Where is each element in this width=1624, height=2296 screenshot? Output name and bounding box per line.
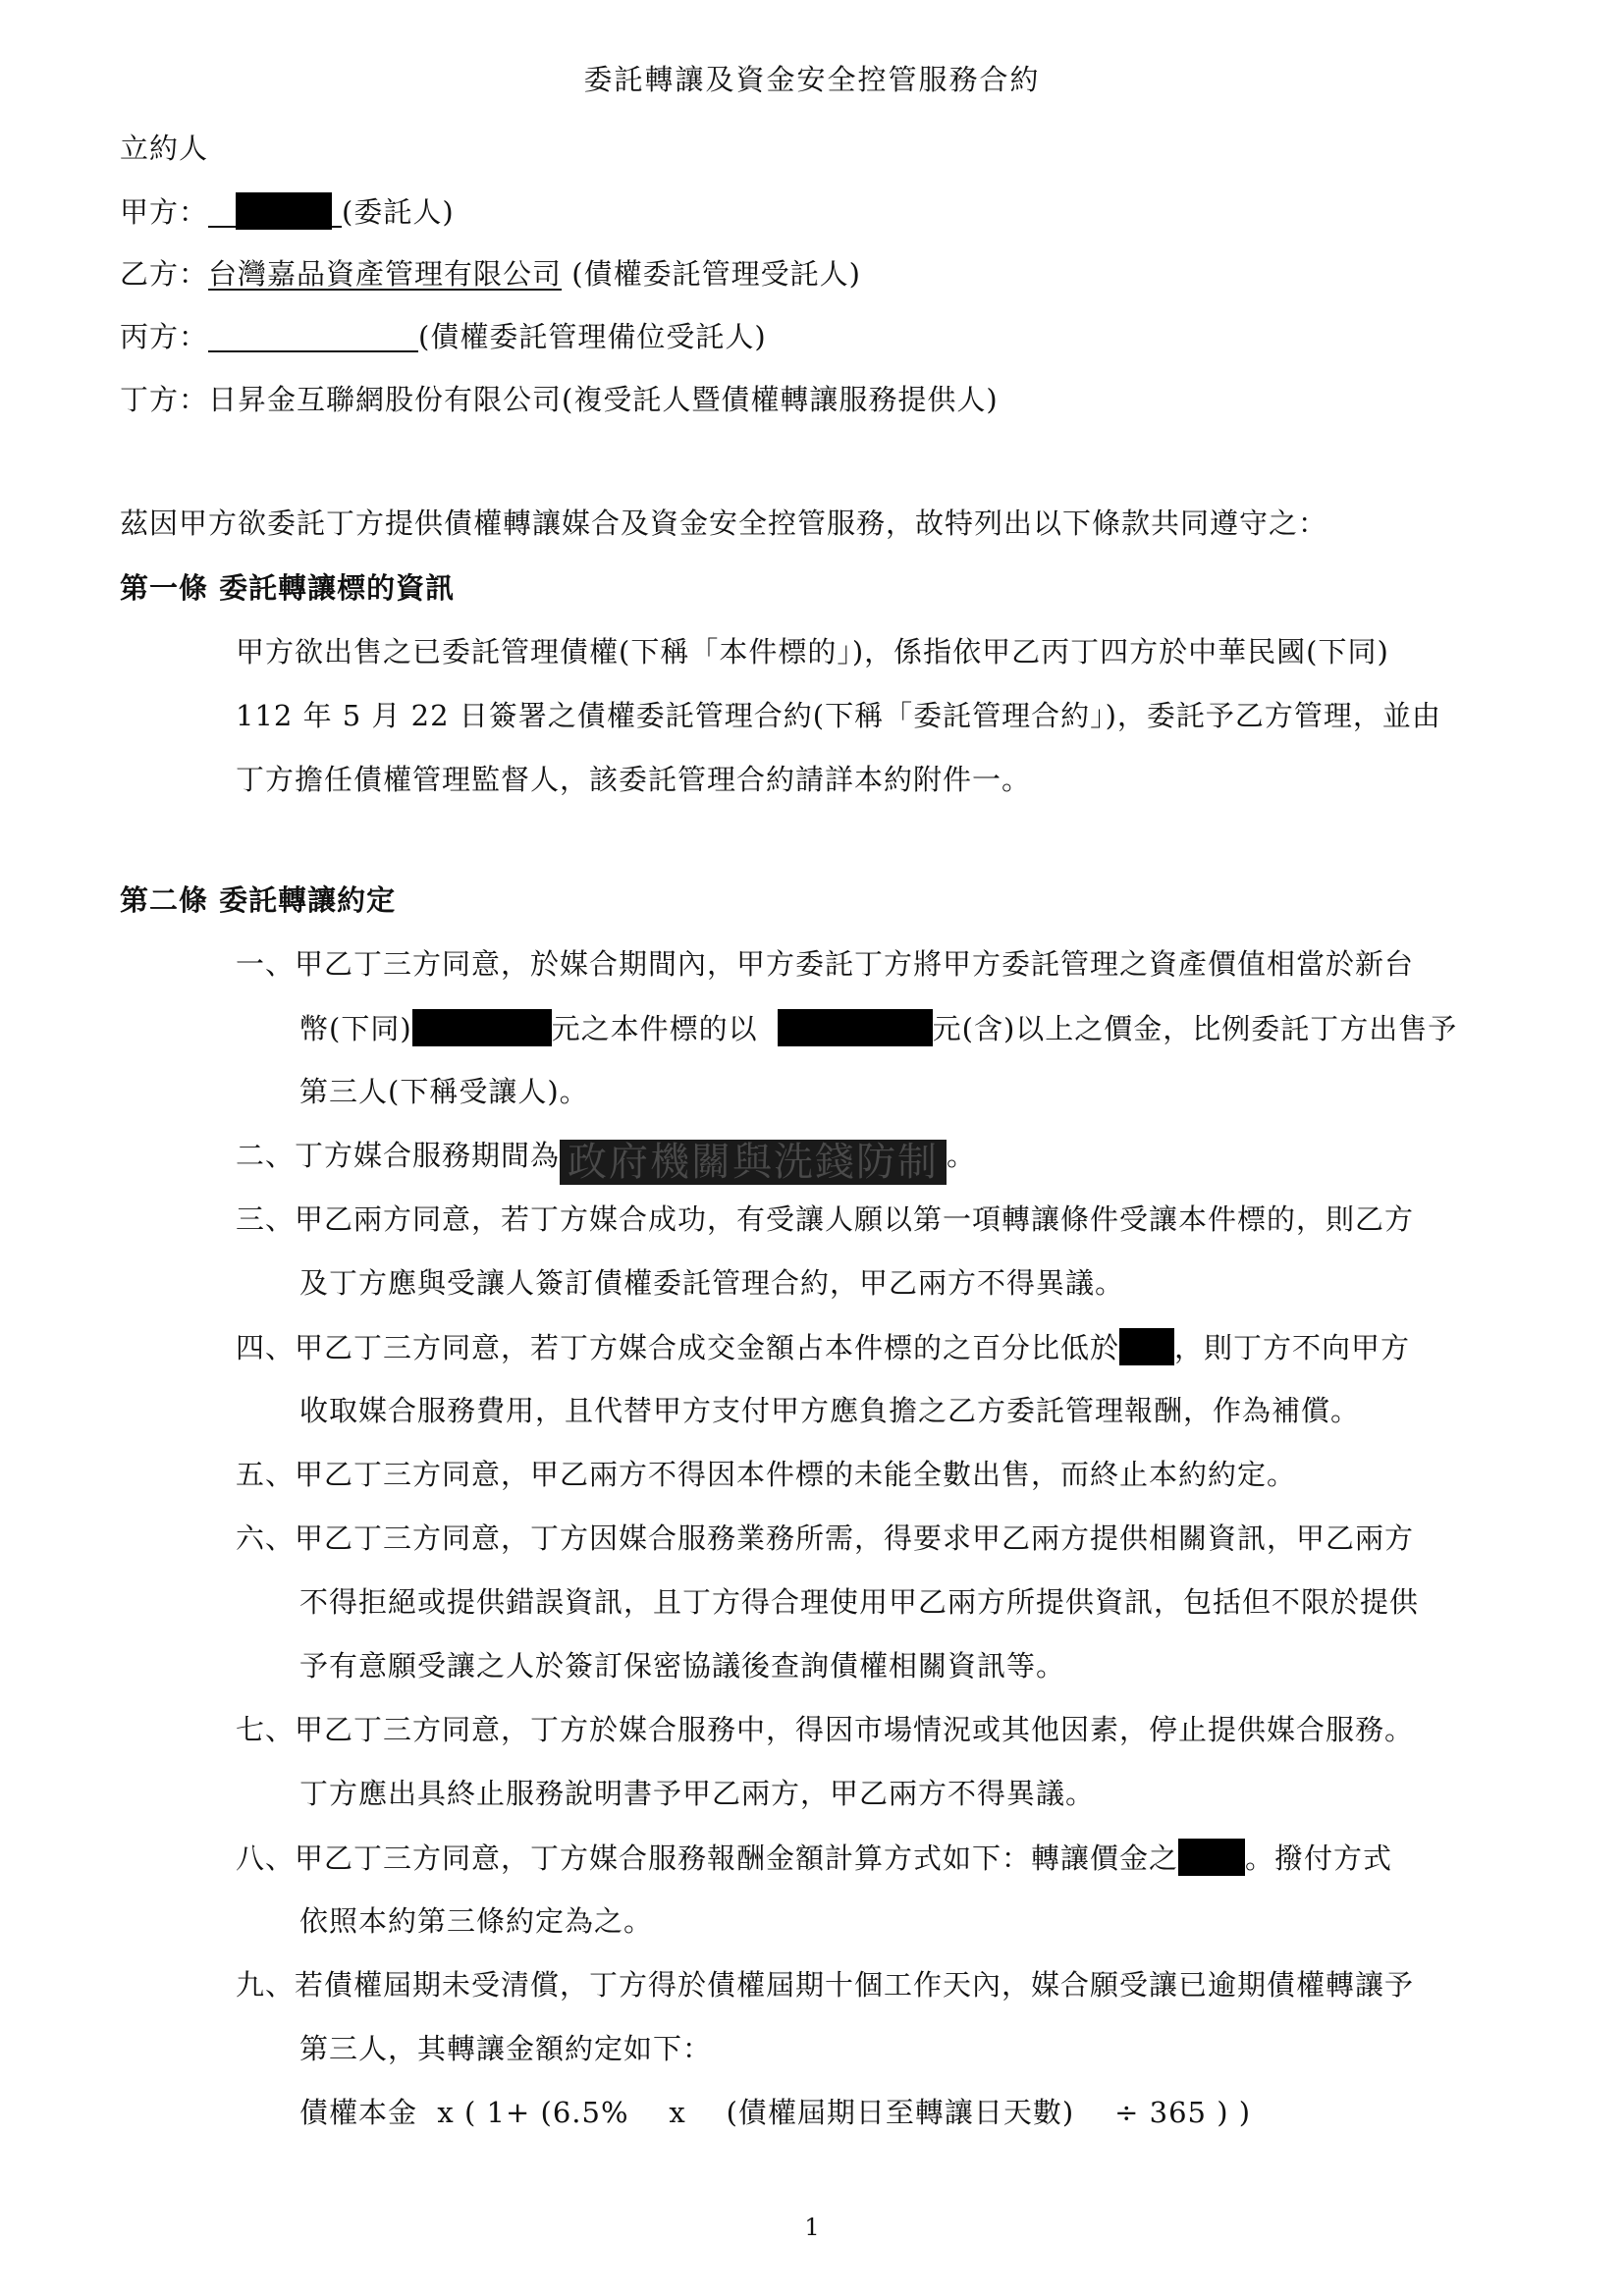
article-2-item-6-line-2: 不得拒絕或提供錯誤資訊，且丁方得合理使用甲乙兩方所提供資訊，包括但不限於提供 (299, 1585, 1420, 1619)
party-b-line (120, 255, 861, 293)
item-1-middle-text: 元之本件標的以 (551, 1012, 758, 1045)
item-4-percent-redaction (1119, 1328, 1174, 1365)
article-2-heading: 第二條 委託轉讓約定 (120, 883, 397, 917)
party-c-role: (債權委託管理備位受託人) (418, 320, 767, 353)
article-2-item-6-line-1: 六、甲乙丁三方同意，丁方因媒合服務業務所需，得要求甲乙兩方提供相關資訊，甲乙兩方 (236, 1522, 1415, 1555)
article-2-item-9-line-2: 第三人，其轉讓金額約定如下： (299, 2032, 713, 2065)
article-2-item-1-line-3: 第三人(下稱受讓人)。 (299, 1075, 589, 1108)
item-8-text-a: 八、甲乙丁三方同意，丁方媒合服務報酬金額計算方式如下：轉讓價金之 (236, 1842, 1179, 1875)
page-number: 1 (804, 2214, 820, 2241)
party-a-label: 甲方： (120, 195, 209, 229)
party-d-label: 丁方： (120, 383, 209, 416)
party-b-role: (債權委託管理受託人) (562, 257, 861, 291)
article-2-item-1-line-2 (299, 1009, 1457, 1047)
item-2-end: 。 (947, 1139, 977, 1172)
article-2-item-7-line-1: 七、甲乙丁三方同意，丁方於媒合服務中，得因市場情況或其他因素，停止提供媒合服務。 (236, 1713, 1415, 1746)
party-b-label: 乙方： (120, 257, 209, 291)
item-1-amount-redaction (412, 1009, 552, 1046)
intro-paragraph: 茲因甲方欲委託丁方提供債權轉讓媒合及資金安全控管服務，故特列出以下條款共同遵守之： (120, 507, 1328, 540)
party-c-line (120, 318, 767, 355)
article-1-line-2: 112 年 5 月 22 日簽署之債權委託管理合約(下稱「委託管理合約」)，委託予乙方管理，並由 (236, 699, 1441, 732)
party-a-redaction (236, 192, 332, 230)
article-1-line-1: 甲方欲出售之已委託管理債權(下稱「本件標的」)，係指依甲乙丙丁四方於中華民國(下同) (236, 635, 1389, 668)
article-1-heading: 第一條 委託轉讓標的資訊 (120, 571, 456, 605)
party-a-line (120, 192, 455, 231)
article-2-item-3-line-2: 及丁方應與受讓人簽訂債權委託管理合約，甲乙兩方不得異議。 (299, 1266, 1125, 1300)
article-2-item-1-line-1: 一、甲乙丁三方同意，於媒合期間內，甲方委託丁方將甲方委託管理之資產價值相當於新台 (236, 947, 1415, 981)
article-2-item-8-line-2: 依照本約第三條約定為之。 (299, 1904, 654, 1938)
party-a-blank-right (332, 196, 342, 228)
article-2-item-7-line-2: 丁方應出具終止服務說明書予甲乙兩方，甲乙兩方不得異議。 (299, 1777, 1096, 1810)
item-1-price-redaction (778, 1009, 933, 1046)
party-a-blank-left (208, 196, 236, 228)
document-title: 委託轉讓及資金安全控管服務合約 (583, 63, 1041, 96)
party-d-text: 日昇金互聯網股份有限公司(複受託人暨債權轉讓服務提供人) (208, 383, 999, 416)
redaction-stamp: 政府機關與洗錢防制 (560, 1140, 947, 1185)
party-b-name: 台灣嘉品資產管理有限公司 (208, 257, 563, 291)
article-2-item-4-line-2: 收取媒合服務費用，且代替甲方支付甲方應負擔之乙方委託管理報酬，作為補償。 (299, 1394, 1361, 1427)
item-1-currency-text: 幣(下同) (299, 1012, 412, 1045)
article-2-item-6-line-3: 予有意願受讓之人於簽訂保密協議後查詢債權相關資訊等。 (299, 1649, 1066, 1682)
article-2-item-2-line-1 (236, 1137, 976, 1185)
article-2-item-9-line-1: 九、若債權屆期未受清償，丁方得於債權屆期十個工作天內，媒合願受讓已逾期債權轉讓予 (236, 1968, 1415, 2002)
article-2-item-3-line-1: 三、甲乙兩方同意，若丁方媒合成功，有受讓人願以第一項轉讓條件受讓本件標的，則乙方 (236, 1202, 1415, 1236)
transfer-amount-formula: 債權本金 x ( 1+ (6.5% x (債權屆期日至轉讓日天數) ÷ 365 ) ) (299, 2096, 1252, 2129)
item-4-text-b: ，則丁方不向甲方 (1174, 1331, 1411, 1364)
article-2-item-4-line-1 (236, 1328, 1410, 1366)
parties-heading: 立約人 (120, 132, 209, 165)
article-2-item-8-line-1 (236, 1839, 1392, 1877)
item-8-fee-redaction (1178, 1839, 1245, 1876)
party-d-line (120, 381, 999, 418)
item-4-text-a: 四、甲乙丁三方同意，若丁方媒合成交金額占本件標的之百分比低於 (236, 1331, 1120, 1364)
party-a-role: (委託人) (342, 195, 455, 229)
article-2-item-5-line-1: 五、甲乙丁三方同意，甲乙兩方不得因本件標的未能全數出售，而終止本約約定。 (236, 1458, 1297, 1491)
party-c-label: 丙方： (120, 320, 209, 353)
item-2-text: 二、丁方媒合服務期間為 (236, 1139, 561, 1172)
article-1-line-3: 丁方擔任債權管理監督人，該委託管理合約請詳本約附件一。 (236, 763, 1032, 796)
item-1-end-text: 元(含)以上之價金，比例委託丁方出售予 (932, 1012, 1458, 1045)
party-c-blank (208, 321, 418, 352)
item-8-text-b: 。撥付方式 (1245, 1842, 1393, 1875)
